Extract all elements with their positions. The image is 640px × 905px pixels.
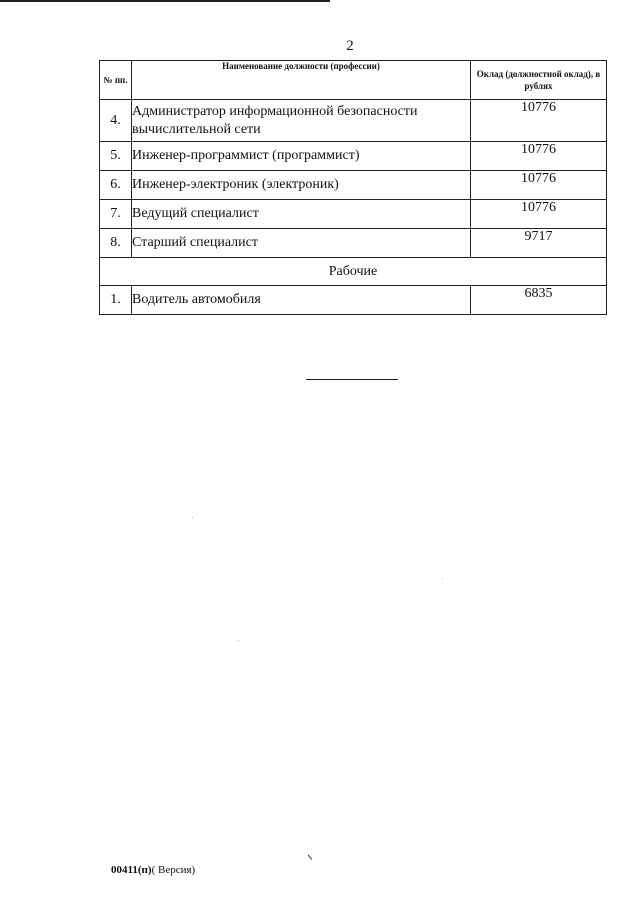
table-row — [100, 142, 607, 171]
row-position: Администратор информационной безопасности вычислительной сети — [132, 100, 471, 142]
header-salary: Оклад (должностной оклад), в рублях — [471, 61, 607, 100]
stray-pen-mark — [308, 852, 316, 860]
footer-code-version: ( Версия) — [151, 864, 196, 876]
row-position: Инженер-электроник (электроник) — [132, 171, 471, 200]
document-footer-code — [111, 864, 195, 876]
table-header-row — [100, 61, 607, 100]
table-row — [100, 286, 607, 315]
footer-code-id: 00411(п) — [111, 864, 152, 876]
table-row — [100, 200, 607, 229]
scan-edge-line — [0, 0, 330, 2]
row-salary: 10776 — [471, 200, 607, 229]
salary-table-container — [99, 60, 606, 315]
scan-speck — [192, 517, 193, 518]
row-position: Инженер-программист (программист) — [132, 142, 471, 171]
row-number: 7. — [100, 200, 132, 229]
table-row — [100, 171, 607, 200]
row-salary: 6835 — [471, 286, 607, 315]
row-position: Старший специалист — [132, 229, 471, 258]
row-number: 8. — [100, 229, 132, 258]
row-salary: 10776 — [471, 100, 607, 142]
row-salary: 9717 — [471, 229, 607, 258]
header-number: № пп. — [100, 61, 132, 100]
row-salary: 10776 — [471, 171, 607, 200]
table-row — [100, 229, 607, 258]
table-row — [100, 100, 607, 142]
row-position: Водитель автомобиля — [132, 286, 471, 315]
row-number: 4. — [100, 100, 132, 142]
header-position-name: Наименование должности (профессии) — [132, 61, 471, 100]
row-salary: 10776 — [471, 142, 607, 171]
scan-speck — [238, 640, 239, 641]
row-number: 1. — [100, 286, 132, 315]
row-number: 6. — [100, 171, 132, 200]
row-number: 5. — [100, 142, 132, 171]
section-title: Рабочие — [100, 258, 607, 286]
row-position: Ведущий специалист — [132, 200, 471, 229]
scan-speck — [442, 578, 443, 579]
end-of-table-rule — [306, 379, 398, 380]
section-row-workers — [100, 258, 607, 286]
page-number: 2 — [346, 38, 354, 54]
salary-table — [99, 60, 607, 315]
